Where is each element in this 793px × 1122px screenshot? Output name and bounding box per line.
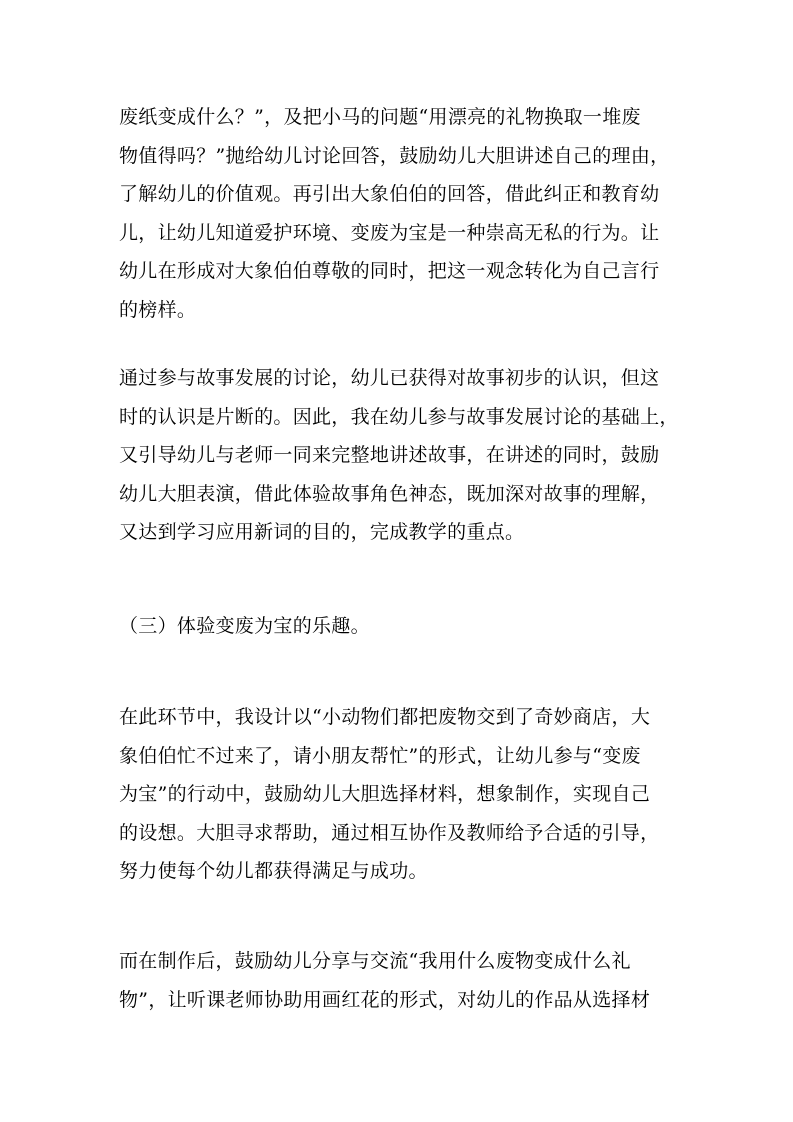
text-line: 象伯伯忙不过来了，请小朋友帮忙”的形式，让幼儿参与“变废 <box>119 744 641 767</box>
text-line: 通过参与故事发展的讨论，幼儿已获得对故事初步的认识，但这 <box>119 367 660 389</box>
section-heading <box>119 607 679 646</box>
text-line: 幼儿在形成对大象伯伯尊敬的同时，把这一观念转化为自己言行 <box>119 260 660 282</box>
text-line: 儿，让幼儿知道爱护环境、变废为宝是一种崇高无私的行为。让 <box>119 221 660 244</box>
paragraph-sharing <box>119 942 679 1019</box>
paragraph-activity <box>119 698 679 891</box>
text-line: 又达到学习应用新词的目的，完成教学的重点。 <box>119 521 525 543</box>
text-line: 而在制作后，鼓励幼儿分享与交流“我用什么废物变成什么礼 <box>119 950 631 972</box>
heading-line: （三）体验变废为宝的乐趣。 <box>119 615 370 637</box>
text-line: 时的认识是片断的。因此，我在幼儿参与故事发展讨论的基础上， <box>119 405 679 428</box>
text-line: 在此环节中，我设计以“小动物们都把废物交到了奇妙商店，大 <box>119 706 651 728</box>
text-line: 为宝”的行动中，鼓励幼儿大胆选择材料，想象制作，实现自己 <box>119 783 651 805</box>
text-line: 废纸变成什么？”，及把小马的问题“用漂亮的礼物换取一堆废 <box>119 106 641 128</box>
paragraph-discussion <box>119 98 679 329</box>
text-line: 物值得吗？”抛给幼儿讨论回答，鼓励幼儿大胆讲述自己的理由， <box>119 144 670 167</box>
paragraph-storytelling <box>119 359 679 552</box>
text-line: 物”，让听课老师协助用画红花的形式，对幼儿的作品从选择材 <box>119 988 651 1011</box>
text-line: 幼儿大胆表演，借此体验故事角色神态，既加深对故事的理解， <box>119 482 660 505</box>
text-line: 的榜样。 <box>119 298 197 321</box>
text-line: 了解幼儿的价值观。再引出大象伯伯的回答，借此纠正和教育幼 <box>119 183 660 205</box>
text-line: 努力使每个幼儿都获得满足与成功。 <box>119 860 428 882</box>
text-line: 又引导幼儿与老师一同来完整地讲述故事，在讲述的同时，鼓励 <box>119 444 660 466</box>
text-line: 的设想。大胆寻求帮助，通过相互协作及教师给予合适的引导， <box>119 821 660 844</box>
